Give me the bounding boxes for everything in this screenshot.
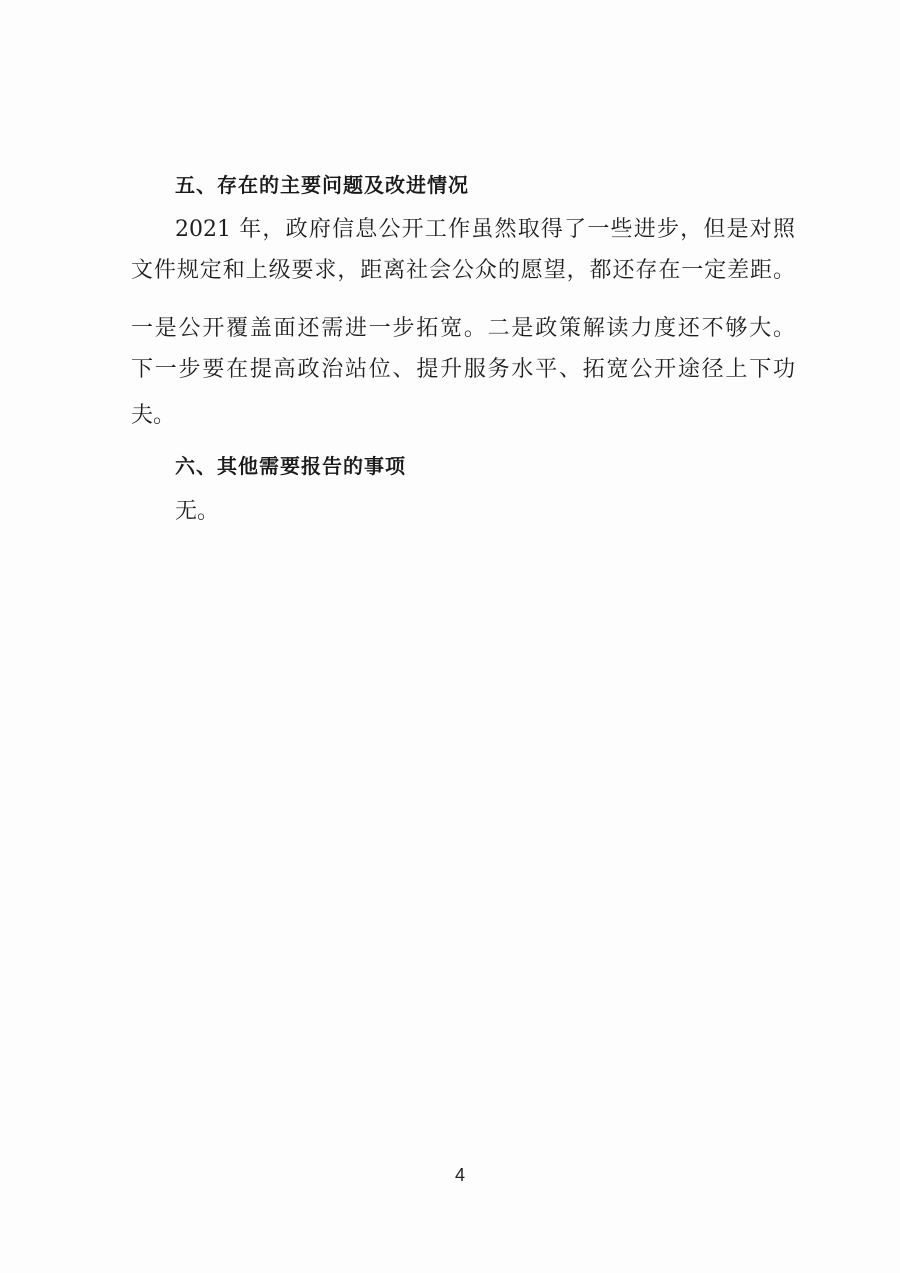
section-five-paragraph-line-2: 文件规定和上级要求，距离社会公众的愿望，都还存在一定差距。: [131, 258, 795, 283]
section-five-paragraph-line-4: 下一步要在提高政治站位、提升服务水平、拓宽公开途径上下功: [131, 357, 795, 382]
section-five-paragraph-line-5: 夫。: [131, 403, 176, 428]
section-five-heading: 五、存在的主要问题及改进情况: [175, 173, 469, 197]
section-six-heading: 六、其他需要报告的事项: [175, 454, 406, 478]
section-five-paragraph-line-3: 一是公开覆盖面还需进一步拓宽。二是政策解读力度还不够大。: [131, 316, 795, 341]
page-number: 4: [454, 1165, 465, 1185]
section-six-body: 无。: [175, 499, 220, 524]
section-five-paragraph-line-1: 2021 年，政府信息公开工作虽然取得了一些进步，但是对照: [175, 217, 795, 242]
